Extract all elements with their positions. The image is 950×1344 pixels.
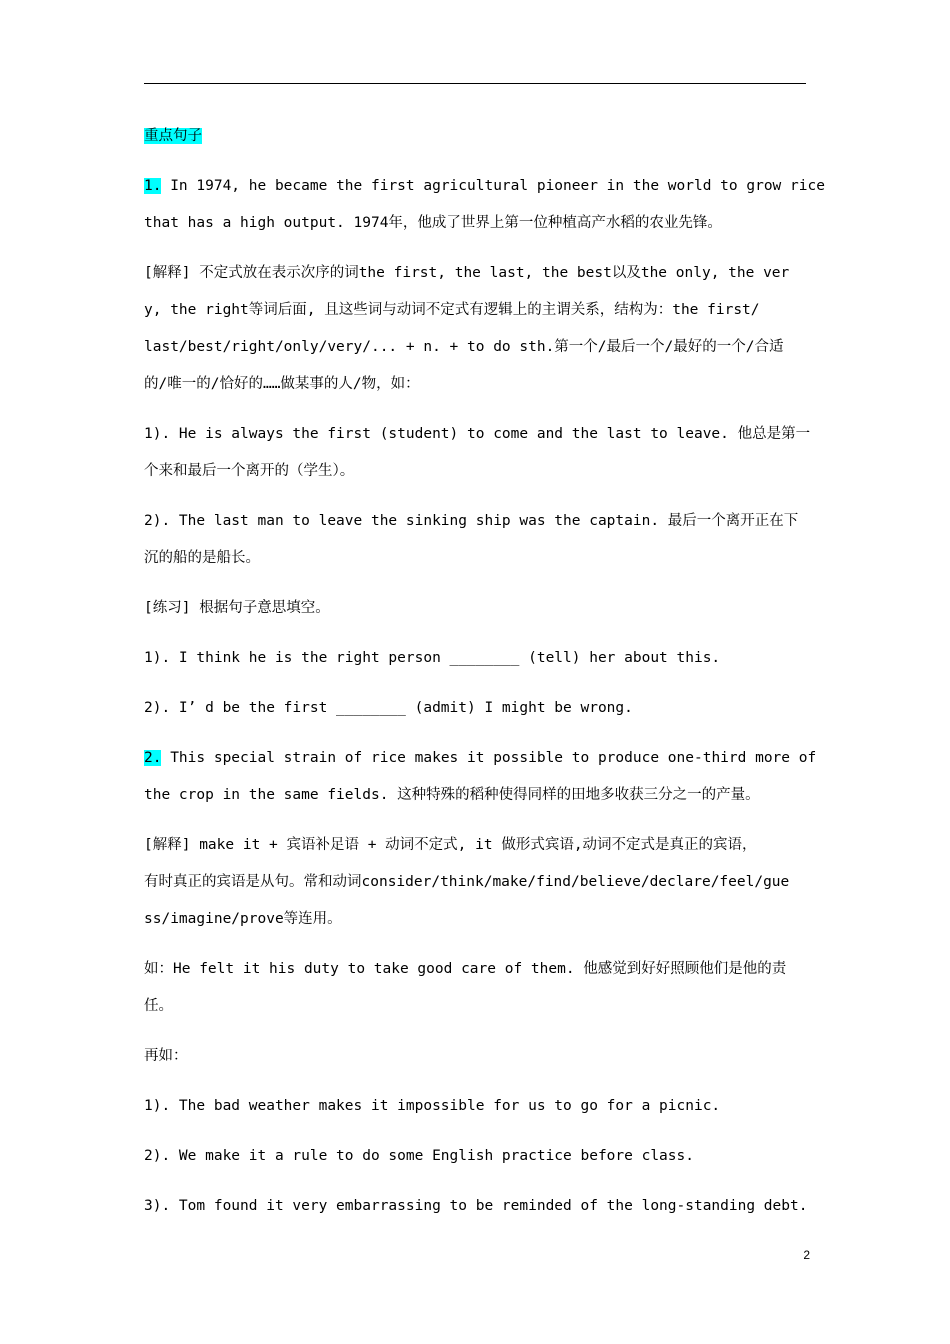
explanation-1-line: 的/唯一的/恰好的……做某事的人/物，如： [144, 376, 420, 392]
example-2-line: 如：He felt it his duty to take good care of them. 他感觉到好好照顾他们是他的责 [144, 961, 787, 977]
item-1-line-2: that has a high output. 1974年，他成了世界上第一位种植高产水稻的农业先锋。 [144, 215, 722, 231]
section-heading [144, 118, 808, 155]
item-1-text: In 1974, he became the first agricultural pioneer in the world to grow rice [161, 178, 825, 194]
more-example-3: 3). Tom found it very embarrassing to be reminded of the long-standing debt. [144, 1198, 808, 1214]
section-heading-text: 重点句子 [144, 128, 202, 144]
more-example-2: 2). We make it a rule to do some English practice before class. [144, 1148, 694, 1164]
item-2-line-1 [144, 740, 817, 777]
item-1-number: 1. [144, 178, 162, 194]
more-example-1: 1). The bad weather makes it impossible for us to go for a picnic. [144, 1098, 721, 1114]
item-1-line-1 [144, 168, 825, 205]
example-1-2-line: 2). The last man to leave the sinking ship was the captain. 最后一个离开正在下 [144, 513, 799, 529]
page-number: 2 [803, 1248, 810, 1262]
explanation-1-line: [解释] 不定式放在表示次序的词the first, the last, the best以及the only, the ver [144, 265, 790, 281]
example-1-2-line: 沉的船的是船长。 [144, 550, 260, 566]
example-1-1-line: 个来和最后一个离开的（学生）。 [144, 463, 355, 479]
practice-heading: [练习] 根据句子意思填空。 [144, 600, 330, 616]
explanation-1-line: y, the right等词后面, 且这些词与动词不定式有逻辑上的主谓关系，结构为：the first/ [144, 302, 760, 318]
header-rule [144, 83, 806, 84]
item-2-number: 2. [144, 750, 162, 766]
page-content [144, 118, 825, 1225]
practice-item-1: 1). I think he is the right person ________ (tell) her about this. [144, 650, 721, 666]
item-2-text: This special strain of rice makes it possible to produce one-third more of [161, 750, 817, 766]
more-examples-heading: 再如： [144, 1048, 188, 1064]
explanation-1-line: last/best/right/only/very/... + n. + to do sth.第一个/最后一个/最好的一个/合适 [144, 339, 784, 355]
example-2-line: 任。 [144, 998, 173, 1014]
explanation-2-line: 有时真正的宾语是从句。常和动词consider/think/make/find/believe/declare/feel/gue [144, 874, 790, 890]
explanation-2-line: [解释] make it + 宾语补足语 + 动词不定式, it 做形式宾语,动词不定式是真正的宾语， [144, 837, 757, 853]
explanation-2-line: ss/imagine/prove等连用。 [144, 911, 342, 927]
example-1-1-line: 1). He is always the first (student) to come and the last to leave. 他总是第一 [144, 426, 811, 442]
item-2-line-2: the crop in the same fields. 这种特殊的稻种使得同样的田地多收获三分之一的产量。 [144, 787, 760, 803]
practice-item-2: 2). I’ d be the first ________ (admit) I might be wrong. [144, 700, 633, 716]
